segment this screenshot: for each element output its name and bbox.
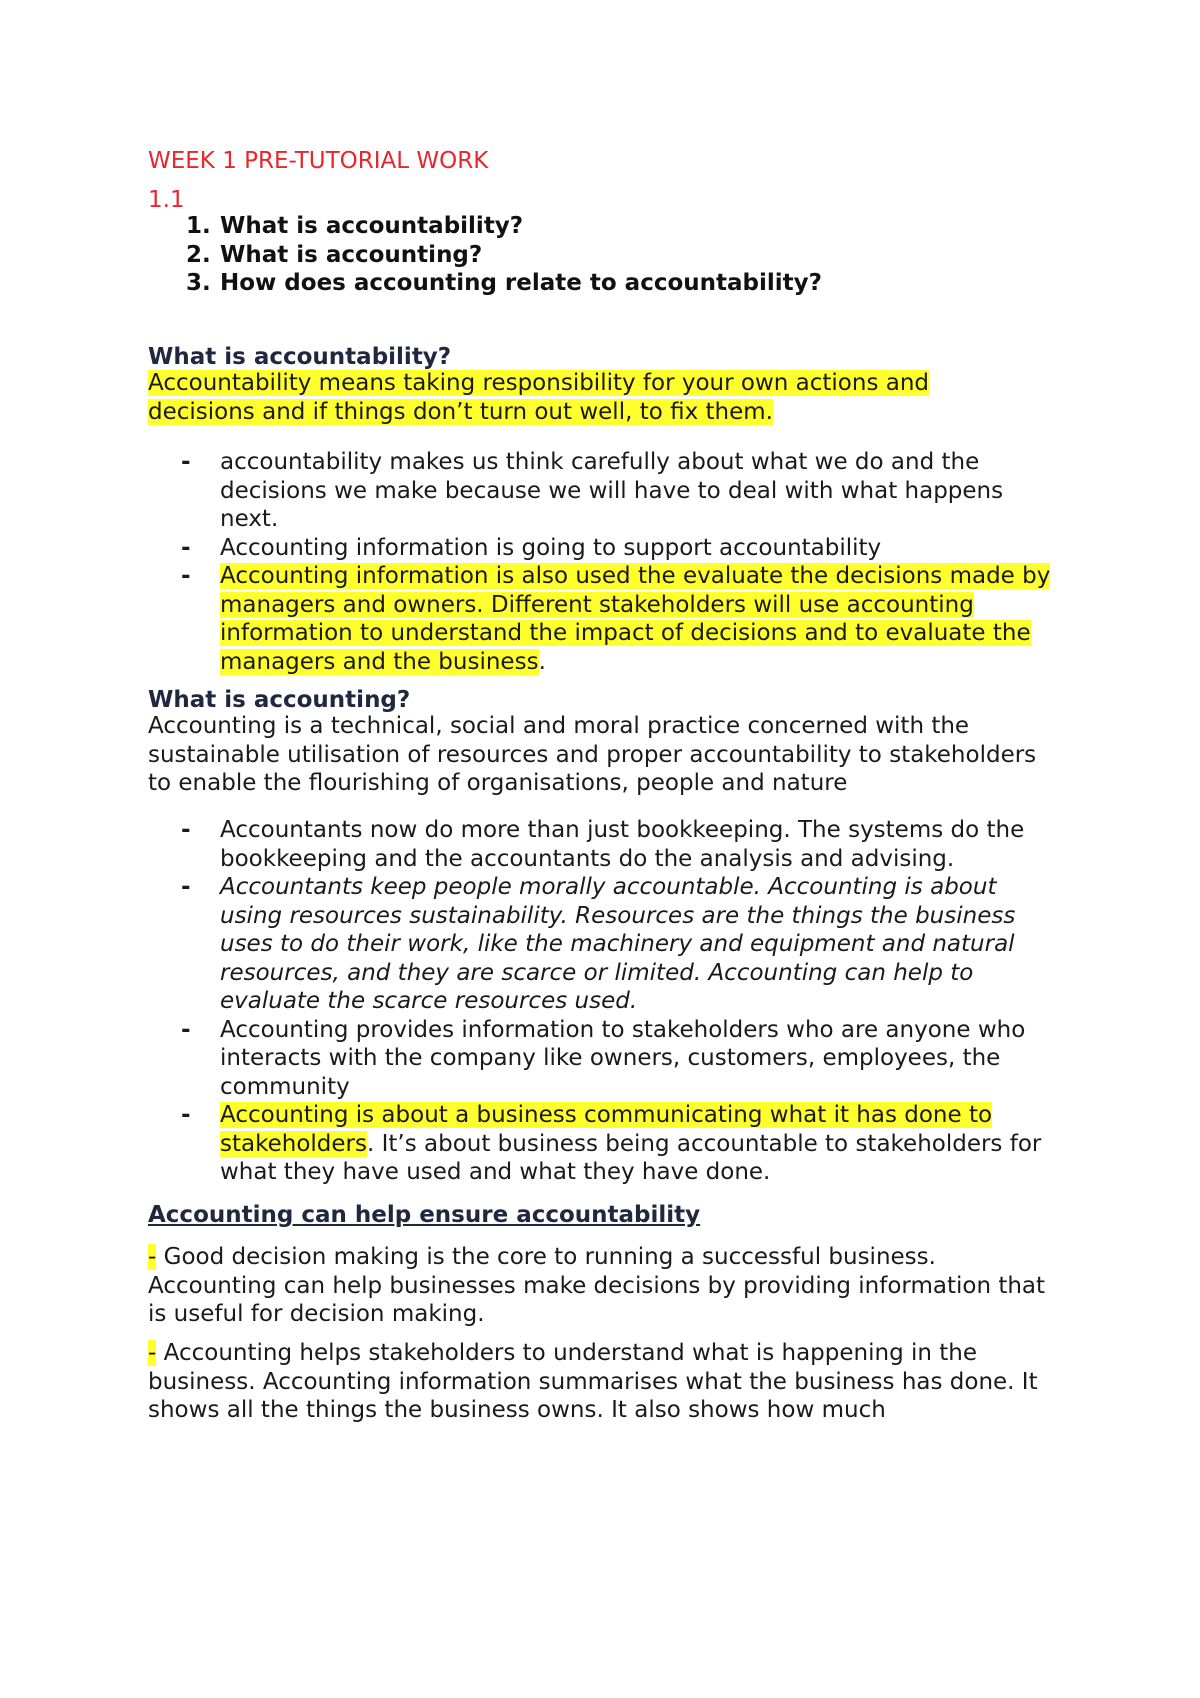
accountability-definition: Accountability means taking responsibility for your own actions and decisions and if things don’t turn out well, to fix them. [148, 370, 930, 425]
question-item: 1. What is accountability? [186, 213, 524, 239]
accountability-heading: What is accountability? [148, 344, 452, 370]
list-item: - accountability makes us think carefully about what we do and the decisions we make because we will have to deal with what happens next. [181, 449, 1004, 532]
accounting-definition: Accounting is a technical, social and moral practice concerned with the sustainable utilisation of resources and proper accountability to stakeholders to enable the flourishing of organisations, people and nature [148, 713, 1037, 796]
accounting-heading: What is accounting? [148, 687, 411, 713]
document-title: WEEK 1 PRE-TUTORIAL WORK [148, 148, 489, 174]
accounting-bullets [148, 816, 1088, 1187]
question-item: 3. How does accounting relate to accountability? [186, 270, 822, 296]
list-item: - Accountants now do more than just bookkeeping. The systems do the bookkeeping and the accountants do the analysis and advising. [181, 817, 1025, 872]
list-item: - Accounting is about a business communicating what it has done to stakeholders. It’s about business being accountable to stakeholders for what they have used and what they have done. [181, 1102, 1042, 1185]
section-number: 1.1 [148, 187, 185, 213]
ensure-paragraph-2: - Accounting helps stakeholders to understand what is happening in the business. Accounting information summarises what the business has done. It shows all the things the business owns. It also shows how much [148, 1340, 1038, 1423]
ensure-paragraph-1: - Good decision making is the core to running a successful business. Accounting can help businesses make decisions by providing information that is useful for decision making. [148, 1244, 1046, 1327]
list-item: - Accounting information is going to support accountability [181, 534, 882, 561]
ensure-heading: Accounting can help ensure accountability [148, 1202, 701, 1228]
question-item: 2. What is accounting? [186, 241, 483, 268]
accountability-bullets [148, 448, 1088, 676]
list-item: - Accounting provides information to stakeholders who are anyone who interacts with the company like owners, customers, employees, the community [181, 1016, 1026, 1100]
question-list [148, 212, 1088, 298]
list-item: - Accountants keep people morally accountable. Accounting is about using resources sustainability. Resources are the things the business uses to do their work, like the machinery and equipment and natural resources, and they are scarce or limited. Accounting can help to evaluate the scarce resources used. [181, 874, 1016, 1014]
list-item: - Accounting information is also used the evaluate the decisions made by managers and owners. Different stakeholders will use accounting information to understand the impact of decisions and to evaluate the managers and the business. [181, 563, 1051, 675]
